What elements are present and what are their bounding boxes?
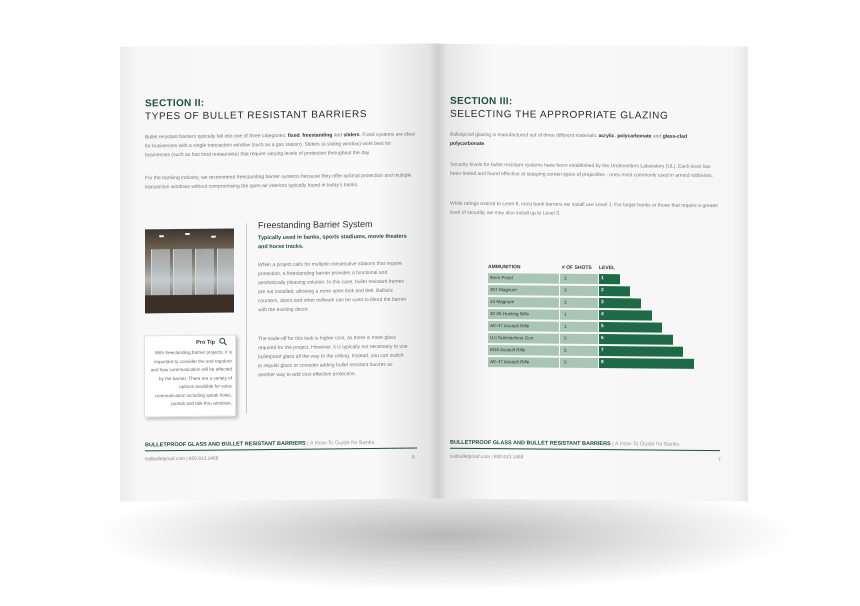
- level-bar: 7: [599, 346, 683, 357]
- footer-title: BULLETPROOF GLASS AND BULLET RESISTANT BARRIERS | A How-To Guide for Banks: [145, 440, 375, 449]
- footer-rule: [450, 448, 720, 451]
- ammunition-cell: AK-47 Assault Rifle: [488, 321, 559, 332]
- pro-tip-text: With freestanding barrier projects, it is important to consider the end trapdoor and how communication will be affected by the barrier. There are a variety of options available for voice communication including speak holes, portals and talk-thru windows.: [150, 349, 232, 407]
- ammunition-cell: AK-47 Assault Rifle: [488, 357, 559, 368]
- page-number: 7: [718, 457, 721, 464]
- ammunition-cell: 44 Magnum: [488, 297, 559, 308]
- page-number: 6: [412, 454, 415, 461]
- footer-contact: tsslbulletproof.com | 800.913.1468: [145, 456, 219, 463]
- bank-barrier-photo: [145, 228, 234, 313]
- ratings-paragraph: While ratings extend to Level 8, most bank barriers we install use Level 1. For larger banks or those that require a greater level of security, we may also install up to Level 3.: [450, 200, 719, 217]
- shots-cell: 5: [560, 346, 598, 356]
- section-title: TYPES OF BULLET RESISTANT BARRIERS: [145, 109, 368, 123]
- banking-paragraph: For the banking industry, we recommend freestanding barrier systems because they offer optimal protection and multiple transaction windows without compromising the open-air interiors typically found in today's banks.: [145, 172, 412, 191]
- ammunition-cell: Uzi Submachine Gun: [488, 333, 559, 344]
- intro-paragraph: Bullet resistant barriers typically fall into one of three categories: fixed, freestanding and sliders. Fixed systems are ideal for businesses with a single transaction window (such as a gas station). Sliders (a sliding window) work best for businesses (such as fast food restaurants) that require varying levels of protection throughout the day.: [145, 131, 415, 159]
- column-divider: [246, 223, 247, 413]
- subsection-title: Freestanding Barrier System: [258, 219, 373, 231]
- footer-rule: [145, 448, 417, 452]
- footer-contact: tsslbulletproof.com | 800.913.1468: [450, 454, 524, 461]
- ammunition-cell: M16 Assault Rifle: [488, 345, 559, 356]
- level-bar: 1: [599, 274, 620, 284]
- body-paragraph-1: When a project calls for multiple consecutive stations that require protection, a freestanding barrier provides a functional and aesthetically pleasing solution. In this case, bullet resistant frames are not installed, allowing a more open look and feel. Ballistic counters, doors and other millwork can be used to blend the barrier with the existing decor.: [258, 260, 407, 314]
- section-number: SECTION III:: [450, 95, 513, 108]
- intro-paragraph: Bulletproof glazing is manufactured out of three different materials: acrylic, polycarbonate and glass-clad polycarbonate.: [450, 131, 688, 148]
- section-title: SELECTING THE APPROPRIATE GLAZING: [450, 108, 669, 122]
- ul-levels-paragraph: Security levels for bullet resistant systems have been established by the Underwriters Laboratory (UL). Each level has been tested and found effective at stopping certain types of projectiles - ones most commonly used in armed robberies.: [450, 161, 714, 180]
- shots-cell: 5: [560, 334, 598, 344]
- level-bar: 2: [599, 286, 630, 296]
- shots-cell: 1: [560, 310, 598, 320]
- shots-cell: 1: [560, 322, 598, 332]
- level-bar: 8: [599, 358, 694, 369]
- shots-cell: 3: [560, 274, 598, 284]
- pro-tip-box: [144, 334, 236, 417]
- ammunition-cell: 357 Magnum: [488, 285, 559, 296]
- section-number: SECTION II:: [145, 97, 205, 110]
- ammunition-table: [488, 264, 698, 366]
- level-bar: 6: [599, 334, 673, 345]
- column-header: AMMUNITION: [488, 264, 521, 271]
- magnifier-icon: [219, 338, 227, 346]
- pro-tip-label: Pro Tip: [196, 339, 215, 346]
- level-bar: 5: [599, 322, 662, 333]
- subsection-lead: Typically used in banks, sports stadiums, movie theaters and horse tracks.: [258, 233, 407, 251]
- shots-cell: 3: [560, 298, 598, 308]
- column-header: # OF SHOTS: [562, 264, 592, 271]
- level-bar: 4: [599, 310, 652, 320]
- ammunition-cell: 30 06 Hunting Rifle: [488, 309, 559, 320]
- right-page: [438, 44, 748, 502]
- column-header: LEVEL: [599, 265, 616, 272]
- shots-cell: 5: [560, 358, 598, 368]
- body-paragraph-2: The trade-off for this look is higher cost, as there is more glass required for the project. However, it is typically not necessary to use bulletproof glass all the way to the ceiling. Instead, you can switch to regular glass or consider adding bullet resistant louvres as another way to add cost-effective protection.: [258, 334, 408, 379]
- left-page: [120, 43, 438, 501]
- level-bar: 3: [599, 298, 641, 308]
- shots-cell: 3: [560, 286, 598, 296]
- footer-title: BULLETPROOF GLASS AND BULLET RESISTANT BARRIERS | A How-To Guide for Banks: [450, 439, 680, 448]
- ammunition-cell: 9mm Pistol: [488, 273, 559, 284]
